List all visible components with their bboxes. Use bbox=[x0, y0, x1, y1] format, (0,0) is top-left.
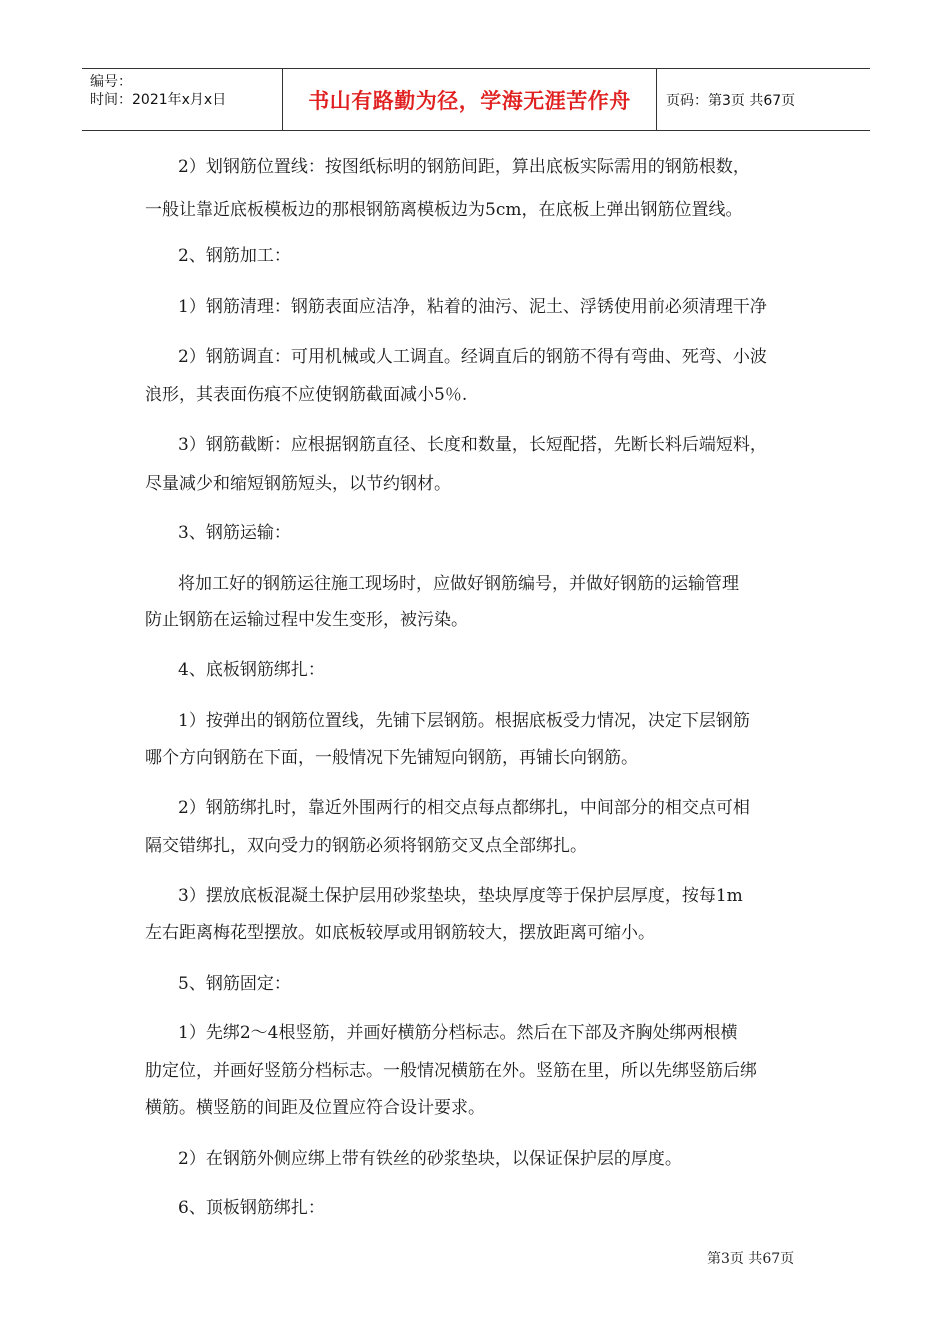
section-heading: 3、钢筋运输： bbox=[178, 523, 291, 543]
paragraph-line: 防止钢筋在运输过程中发生变形，被污染。 bbox=[145, 610, 468, 630]
header-page-cell bbox=[656, 69, 870, 130]
paragraph-line: 2）划钢筋位置线：按图纸标明的钢筋间距，算出底板实际需用的钢筋根数， bbox=[178, 157, 750, 177]
paragraph-line: 将加工好的钢筋运往施工现场时，应做好钢筋编号，并做好钢筋的运输管理 bbox=[178, 574, 739, 594]
paragraph-line: 肋定位，并画好竖筋分档标志。一般情况横筋在外。竖筋在里，所以先绑竖筋后绑 bbox=[145, 1061, 757, 1081]
paragraph-line: 1）按弹出的钢筋位置线，先铺下层钢筋。根据底板受力情况，决定下层钢筋 bbox=[178, 711, 750, 731]
header-motto-cell bbox=[282, 69, 657, 130]
page-footer: 第3页 共67页 bbox=[707, 1251, 795, 1267]
paragraph-line: 3）钢筋截断：应根据钢筋直径、长度和数量，长短配搭，先断长料后端短料， bbox=[178, 435, 767, 455]
paragraph-line: 1）钢筋清理：钢筋表面应洁净，粘着的油污、泥土、浮锈使用前必须清理干净 bbox=[178, 297, 767, 317]
section-heading: 4、底板钢筋绑扎： bbox=[178, 660, 325, 680]
paragraph-line: 哪个方向钢筋在下面，一般情况下先铺短向钢筋，再铺长向钢筋。 bbox=[145, 748, 638, 768]
paragraph-line: 2）钢筋调直：可用机械或人工调直。经调直后的钢筋不得有弯曲、死弯、小波 bbox=[178, 347, 767, 367]
paragraph-line: 左右距离梅花型摆放。如底板较厚或用钢筋较大，摆放距离可缩小。 bbox=[145, 923, 655, 943]
page-info: 页码：第3页 共67页 bbox=[666, 92, 796, 109]
number-label: 编号： bbox=[90, 74, 132, 90]
section-heading: 2、钢筋加工： bbox=[178, 246, 291, 266]
time-label: 时间：2021年x月x日 bbox=[90, 92, 227, 108]
document-header bbox=[82, 68, 870, 131]
paragraph-line: 横筋。横竖筋的间距及位置应符合设计要求。 bbox=[145, 1098, 485, 1118]
paragraph-line: 尽量减少和缩短钢筋短头，以节约钢材。 bbox=[145, 474, 451, 494]
motto-text: 书山有路勤为径，学海无涯苦作舟 bbox=[308, 88, 631, 113]
header-meta-cell bbox=[82, 69, 282, 130]
paragraph-line: 3）摆放底板混凝土保护层用砂浆垫块，垫块厚度等于保护层厚度，按每1m bbox=[178, 886, 743, 906]
paragraph-line: 一般让靠近底板模板边的那根钢筋离模板边为5cm，在底板上弹出钢筋位置线。 bbox=[145, 200, 743, 220]
paragraph-line: 1）先绑2～4根竖筋，并画好横筋分档标志。然后在下部及齐胸处绑两根横 bbox=[178, 1023, 738, 1043]
section-heading: 5、钢筋固定： bbox=[178, 974, 291, 994]
paragraph-line: 2）在钢筋外侧应绑上带有铁丝的砂浆垫块，以保证保护层的厚度。 bbox=[178, 1149, 682, 1169]
section-heading: 6、顶板钢筋绑扎： bbox=[178, 1198, 325, 1218]
paragraph-line: 2）钢筋绑扎时，靠近外围两行的相交点每点都绑扎，中间部分的相交点可相 bbox=[178, 798, 750, 818]
paragraph-line: 浪形，其表面伤痕不应使钢筋截面减小5％. bbox=[145, 385, 468, 405]
paragraph-line: 隔交错绑扎，双向受力的钢筋必须将钢筋交叉点全部绑扎。 bbox=[145, 836, 587, 856]
